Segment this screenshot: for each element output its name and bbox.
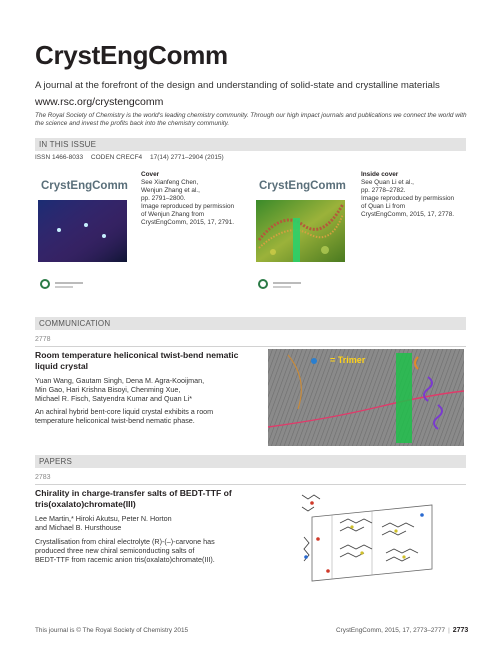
authors-line: Lee Martin,* Hiroki Akutsu, Peter N. Horton [35,514,172,523]
cover-2-thumb-title: CrystEngComm [259,180,346,192]
papers-title-line: Chirality in charge-transfer salts of BEDT-TTF of [35,488,232,498]
communication-title-line: liquid crystal [35,360,89,371]
abstract-line: produced three new chiral semiconducting salts of [35,546,195,556]
abstract-line: temperature heliconical twist-bend nematic phase. [35,416,195,426]
cover-2-line: See Quan Li et al., [361,179,414,186]
cover-1-line: See Xianfeng Chen, [141,179,199,186]
cover-1-thumb-title: CrystEngComm [41,180,128,192]
papers-authors [35,514,265,532]
section-bar-papers: PAPERS [35,455,466,468]
papers-abstract [35,537,270,565]
cover-1-line: pp. 2791–2800. [141,195,186,202]
footer-separator: | [448,627,450,634]
issn: ISSN 1466-8033 [35,154,84,161]
cover-2-label: Inside cover [361,171,399,178]
cover-1-line: Wenjun Zhang et al., [141,187,200,194]
cover-2-line: Image reproduced by permission [361,195,455,202]
authors-line: Min Gao, Hari Krishna Bisoyi, Chenming Xue, [35,385,181,395]
cover-1-line: of Wenjun Zhang from [141,211,205,218]
journal-title: CrystEngComm [35,40,228,70]
communication-graphical-abstract[interactable] [268,349,464,446]
cover-1-line: CrystEngComm, 2015, 17, 2791. [141,219,235,226]
journal-tagline: A journal at the forefront of the design and understanding of solid-state and crystalline materials [35,80,440,91]
papers-title-line: tris(oxalato)chromate(III) [35,498,136,509]
footer-page-number: 2773 [452,627,469,634]
communication-title-line: Room temperature heliconical twist-bend nematic [35,350,239,360]
abstract-line: An achiral hybrid bent-core liquid crystal exhibits a room [35,407,214,416]
authors-line: Yuan Wang, Gautam Singh, Dena M. Agra-Kooijman, [35,376,205,385]
cover-1-caption [141,171,236,227]
footer-copyright: This journal is © The Royal Society of Chemistry 2015 [35,627,189,634]
trimer-label: = Trimer [330,355,366,365]
papers-graphical-abstract[interactable] [292,487,442,585]
cover-2-line: pp. 2778–2782. [361,187,406,194]
journal-url[interactable]: www.rsc.org/crystengcomm [35,96,164,108]
cover-2-line: of Quan Li from [361,203,406,210]
communication-title[interactable] [35,350,265,371]
cover-2-line: CrystEngComm, 2015, 17, 2778. [361,211,455,218]
cover-thumbnail-1[interactable] [35,170,130,295]
section-bar-communication: COMMUNICATION [35,317,466,330]
papers-title[interactable] [35,488,265,509]
abstract-line: BEDT-TTF from racemic anion tris(oxalato)chromate(III). [35,555,215,565]
cover-2-caption [361,171,456,219]
divider [35,346,466,347]
divider [35,484,466,485]
abstract-line: Crystallisation from chiral electrolyte (R)-(–)-carvone has [35,537,215,546]
cover-thumbnail-2[interactable] [253,170,348,295]
communication-authors [35,376,265,404]
issn-line [35,154,230,161]
coden: CODEN CRECF4 [90,154,143,161]
papers-page-number[interactable]: 2783 [35,474,51,481]
footer-citation [336,627,468,634]
communication-abstract [35,407,270,425]
rsc-statement: The Royal Society of Chemistry is the world's leading chemistry community. Through our high impact journals and publications we connect the world with the science and invest the profits back into the chemistry community. [35,112,467,128]
cover-1-label: Cover [141,171,160,178]
volume-info: 17(14) 2771–2904 (2015) [149,154,224,161]
authors-line: Michael R. Fisch, Satyendra Kumar and Quan Li* [35,394,193,404]
footer-citation-text: CrystEngComm, 2015, 17, 2773–2777 [336,627,446,634]
authors-line: and Michael B. Hursthouse [35,523,122,533]
section-bar-in-this-issue: IN THIS ISSUE [35,138,466,151]
communication-page-number[interactable]: 2778 [35,336,51,343]
cover-1-line: Image reproduced by permission [141,203,235,210]
